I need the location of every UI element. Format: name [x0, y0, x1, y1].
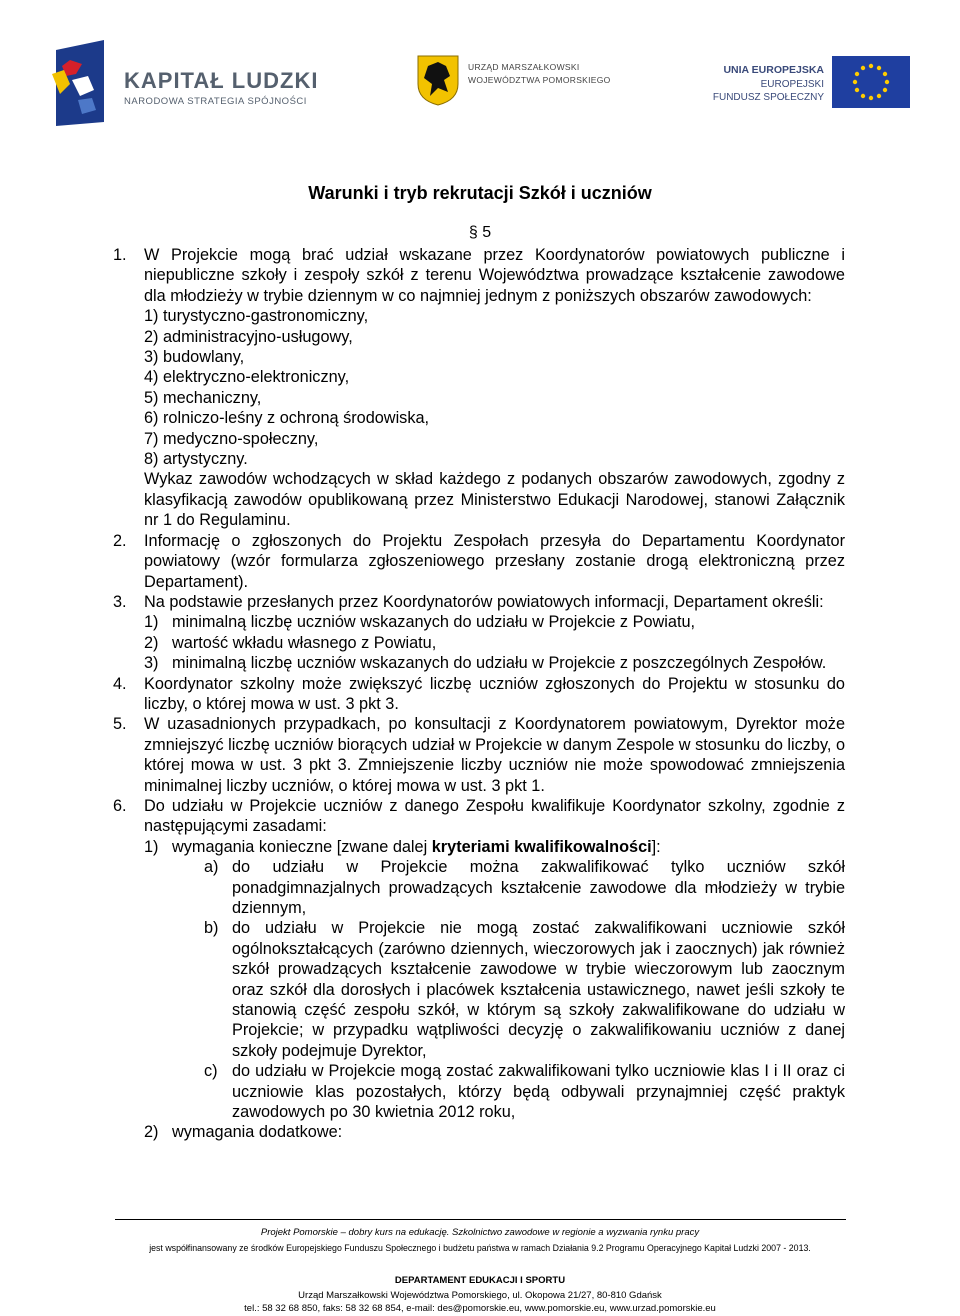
- footer-cofinancing: jest współfinansowany ze środków Europejskiego Funduszu Społecznego i budżetu państwa w ramach Działania 9.2 Programu Operacyjnego Kapitał Ludzki 2007 - 2013.: [149, 1243, 811, 1253]
- list-item: a) do udziału w Projekcie można zakwalifikować tylko uczniów szkół ponadgimnazjalnych prowadzących kształcenie zawodowe dla młodzieży w trybie dziennym,: [204, 858, 845, 917]
- list-item: 2) wymagania dodatkowe:: [144, 1123, 343, 1142]
- document-body: [113, 245, 845, 1143]
- eu-efs-logo: [712, 56, 912, 114]
- kapital-ludzki-subtitle: NARODOWA STRATEGIA SPÓJNOŚCI: [124, 96, 307, 107]
- griffin-coat-of-arms-icon: [416, 54, 460, 106]
- paragraph-number: 5.: [113, 715, 127, 734]
- paragraph-number: 6.: [113, 796, 127, 815]
- kapital-ludzki-logo: [52, 40, 322, 130]
- paragraph-number: 1.: [113, 246, 127, 264]
- list-item: 6) rolniczo-leśny z ochroną środowiska,: [144, 409, 430, 428]
- list-item: 1) minimalną liczbę uczniów wskazanych do udziału w Projekcie z Powiatu,: [144, 613, 696, 632]
- kapital-ludzki-title: KAPITAŁ LUDZKI: [124, 68, 319, 93]
- list-item: c) do udziału w Projekcie mogą zostać zakwalifikowani tylko uczniowie klas I i II oraz ci uczniowie klas pozostałych, którzy będą odbywali przynajmniej część praktyk zawodowych po 30 kwietnia 2012 roku,: [204, 1062, 845, 1122]
- footer-project-name: Projekt Pomorskie – dobry kurs na edukację. Szkolnictwo zawodowe w regionie a wyzwania rynku pracy: [260, 1227, 700, 1238]
- section-number: § 5: [468, 224, 492, 241]
- um-line1: URZĄD MARSZAŁKOWSKI: [468, 62, 580, 72]
- paragraph-6: [113, 796, 845, 1143]
- paragraph-4: [113, 674, 845, 715]
- document-title: Warunki i tryb rekrutacji Szkół i uczniów: [308, 183, 652, 203]
- list-item: 2) wartość wkładu własnego z Powiatu,: [144, 633, 437, 652]
- paragraph-number: 3.: [113, 592, 127, 611]
- paragraph-5: [113, 714, 845, 796]
- paragraph-text: W Projekcie mogą brać udział wskazane przez Koordynatorów powiatowych publiczne i niepubliczne szkoły i zespoły szkół z terenu Województwa prowadzące kształcenie zawodowe dla młodzieży w trybie dziennym w co najmniej jednym z poniższych obszarów zawodowych:: [144, 246, 845, 305]
- footer-contact: tel.: 58 32 68 850, faks: 58 32 68 854, e-mail: des@pomorskie.eu, www.pomorskie.eu, www.urzad.pomorskie.eu: [244, 1303, 716, 1314]
- ue-line3: FUNDUSZ SPOŁECZNY: [712, 92, 824, 103]
- paragraph-text: Do udziału w Projekcie uczniów z danego Zespołu kwalifikuje Koordynator szkolny, zgodnie z następującymi zasadami:: [144, 796, 845, 836]
- list-item: 7) medyczno-społeczny,: [144, 429, 319, 448]
- bold-term: kryteriami kwalifikowalności: [431, 837, 652, 856]
- paragraph-number: 2.: [113, 531, 127, 550]
- eu-flag-icon: [832, 56, 910, 108]
- paragraph-1: [113, 245, 845, 531]
- list-item: 8) artystyczny.: [144, 450, 248, 469]
- list-item: 2) administracyjno-usługowy,: [144, 327, 353, 346]
- paragraph-number: 4.: [113, 674, 127, 693]
- page-header: [0, 0, 960, 168]
- ue-line2: EUROPEJSKI: [760, 79, 824, 90]
- footer-department: DEPARTAMENT EDUKACJI I SPORTU: [394, 1275, 566, 1286]
- list-item: 3) minimalną liczbę uczniów wskazanych do udziału w Projekcie z poszczególnych Zespołów.: [144, 654, 827, 673]
- paragraph-text: Na podstawie przesłanych przez Koordynatorów powiatowych informacji, Departament określi:: [144, 592, 824, 611]
- paragraph-text: Informację o zgłoszonych do Projektu Zespołach przesyła do Departamentu Koordynator powiatowy (wzór formularza zgłoszeniowego przesłany zostanie drogą elektroniczną przez Departament).: [144, 531, 845, 591]
- list-item: b) do udziału w Projekcie nie mogą zostać zakwalifikowani uczniowie szkół ogólnokształcących (zarówno dziennych, wieczorowych jak i zaocznych) jak również szkół prowadzących kształcenie zawodowe w trybie wieczorowym lub zaocznym oraz szkół dla dorosłych i placówek kształcenia ustawicznego, nawet jeśli szkoły te stanowią część zespołu szkół, w którym są szkoły zakwalifikowane do udziału w Projekcie; w przypadku wątpliwości decyzję o zakwalifikowaniu uczniów z danej szkoły podejmuje Dyrektor,: [204, 919, 845, 1060]
- paragraph-text: Wykaz zawodów wchodzących w skład każdego z podanych obszarów zawodowych, zgodny z klasyfikacją zawodów opublikowaną przez Ministerstwo Edukacji Narodowej, stanowi Załącznik nr 1 do Regulaminu.: [144, 470, 845, 530]
- paragraph-2: [113, 531, 845, 592]
- paragraph-3: [113, 592, 845, 674]
- um-line2: WOJEWÓDZTWA POMORSKIEGO: [468, 75, 611, 85]
- kapital-ludzki-emblem-icon: [52, 40, 108, 126]
- footer-address: Urząd Marszałkowski Województwa Pomorskiego, ul. Okopowa 21/27, 80-810 Gdańsk: [298, 1290, 662, 1301]
- list-item: 3) budowlany,: [144, 348, 245, 367]
- paragraph-text: Koordynator szkolny może zwiększyć liczbę uczniów zgłoszonych do Projektu w stosunku do liczby, o której mowa w ust. 3 pkt 3.: [144, 674, 845, 713]
- ue-line1: UNIA EUROPEJSKA: [723, 64, 824, 76]
- list-item: 1) wymagania konieczne [zwane dalej kryteriami kwalifikowalności]:: [144, 837, 661, 856]
- list-item: 1) turystyczno-gastronomiczny,: [144, 307, 369, 326]
- urzad-marszalkowski-logo: [416, 54, 616, 110]
- paragraph-text: W uzasadnionych przypadkach, po konsultacji z Koordynatorem powiatowym, Dyrektor może zmniejszyć liczbę uczniów biorących udział w Projekcie w danym Zespole w stosunku do liczby, o której mowa w ust. 3 pkt 3. Zmniejszenie liczby uczniów nie może spowodować zmniejszenia minimalnej liczby uczniów, o której mowa w ust. 3 pkt 1.: [144, 715, 845, 795]
- list-item: 4) elektryczno-elektroniczny,: [144, 368, 350, 387]
- list-item: 5) mechaniczny,: [144, 388, 262, 407]
- footer-divider: [115, 1219, 846, 1220]
